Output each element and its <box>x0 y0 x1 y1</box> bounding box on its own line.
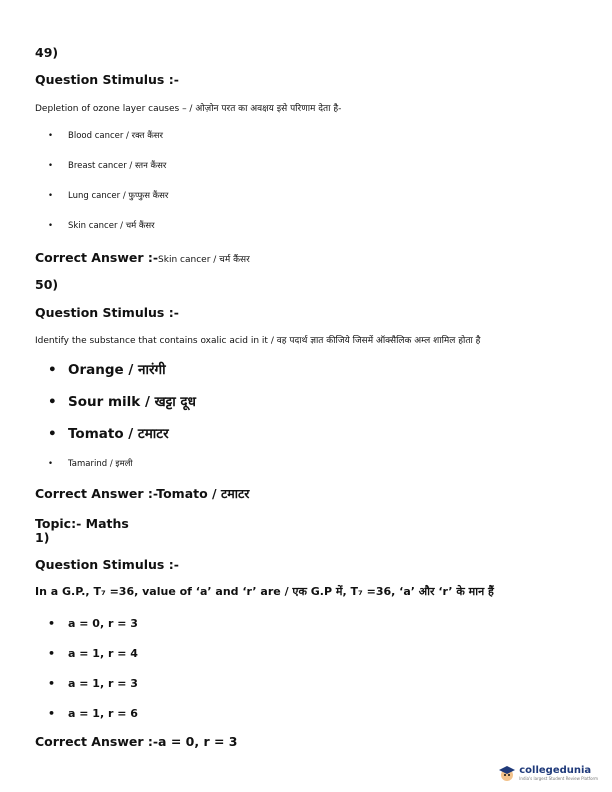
topic-label: Topic:- Maths <box>35 516 129 531</box>
q50-option-1: • Orange / नारंगी <box>48 362 166 378</box>
bullet-icon: • <box>48 707 56 720</box>
logo-text: collegedunia <box>519 765 592 776</box>
logo-subtext: India's largest Student Review Platform <box>519 776 598 781</box>
q50-correct-answer: Correct Answer :-Tomato / टमाटर <box>35 486 250 501</box>
q50-option-3: • Tomato / टमाटर <box>48 426 169 442</box>
graduate-mascot-icon <box>498 764 516 782</box>
q50-option-2: • Sour milk / खट्टा दूध <box>48 394 196 410</box>
q50-stimulus-label: Question Stimulus :- <box>35 305 179 320</box>
q1-number: 1) <box>35 530 50 545</box>
q1-option-4: • a = 1, r = 6 <box>48 707 138 720</box>
q1-option-2: • a = 1, r = 4 <box>48 647 138 660</box>
q50-option-4: • Tamarind / इमली <box>48 459 133 469</box>
bullet-icon: • <box>48 362 57 378</box>
bullet-icon: • <box>48 426 57 442</box>
bullet-icon: • <box>48 677 56 690</box>
bullet-icon: • <box>48 459 54 469</box>
q49-number: 49) <box>35 45 59 60</box>
q50-number: 50) <box>35 277 59 292</box>
bullet-icon: • <box>48 221 54 231</box>
bullet-icon: • <box>48 191 54 201</box>
q49-option-1: • Blood cancer / रक्त कैंसर <box>48 131 163 141</box>
q49-correct-answer: Correct Answer :-Skin cancer / चर्म कैंसर <box>35 250 250 265</box>
bullet-icon: • <box>48 131 54 141</box>
q49-stimulus-label: Question Stimulus :- <box>35 72 179 87</box>
q50-stimulus-text: Identify the substance that contains oxalic acid in it / वह पदार्थ ज्ञात कीजिये जिसमें ऑक्सैलिक अम्ल शामिल होता है <box>35 336 481 346</box>
q1-correct-answer: Correct Answer :-a = 0, r = 3 <box>35 734 238 749</box>
q49-stimulus-text: Depletion of ozone layer causes – / ओज़ोन परत का अवक्षय इसे परिणाम देता है- <box>35 104 342 114</box>
q49-option-2: • Breast cancer / स्तन कैंसर <box>48 161 167 171</box>
bullet-icon: • <box>48 647 56 660</box>
bullet-icon: • <box>48 617 56 630</box>
bullet-icon: • <box>48 394 57 410</box>
q49-option-3: • Lung cancer / फुप्फुस कैंसर <box>48 191 169 201</box>
q49-option-4: • Skin cancer / चर्म कैंसर <box>48 221 155 231</box>
bullet-icon: • <box>48 161 54 171</box>
q1-stimulus-label: Question Stimulus :- <box>35 557 179 572</box>
q1-option-1: • a = 0, r = 3 <box>48 617 138 630</box>
collegedunia-logo <box>498 764 598 782</box>
q1-stimulus-text: In a G.P., T₇ =36, value of ‘a’ and ‘r’ are / एक G.P में, T₇ =36, ‘a’ और ‘r’ के मान हैं <box>35 585 494 598</box>
q1-option-3: • a = 1, r = 3 <box>48 677 138 690</box>
